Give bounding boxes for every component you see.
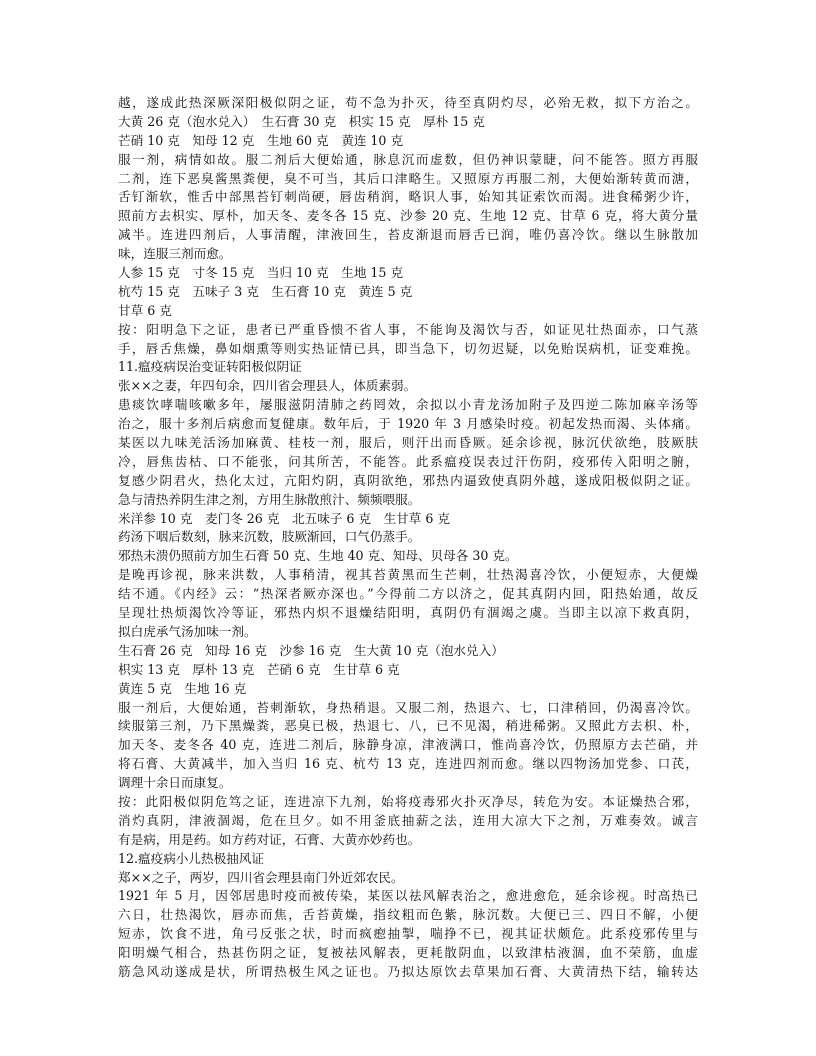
text-line: 按：阳明急下之证，患者已严重昏愦不省人事，不能询及渴饮与否，如证见壮热面赤，口气蒸 bbox=[118, 321, 698, 337]
prescription-line: 黄连 5 克 生地 16 克 bbox=[118, 680, 247, 696]
text-line: 某医以九味羌活汤加麻黄、桂枝一剂，服后，则汗出而昏厥。延余诊视，脉沉伏欲绝，肢厥肤 bbox=[118, 435, 698, 451]
prescription-line: 枳实 13 克 厚朴 13 克 芒硝 6 克 生甘草 6 克 bbox=[118, 661, 400, 677]
text-line: 六日，壮热渴饮，唇赤而焦，舌苔黄燥，指纹粗而色紫，脉沉数。大便已三、四日不解，小便 bbox=[118, 907, 698, 923]
text-line: 1921 年 5 月，因邻居患时疫而被传染，某医以祛风解表治之，愈进愈危，延余诊视。时高热已 bbox=[118, 888, 698, 904]
text-line: 有是病，用是药。如方药对证，石膏、大黄亦妙药也。 bbox=[118, 831, 421, 847]
prescription-line: 生石膏 26 克 知母 16 克 沙参 16 克 生大黄 10 克（泡水兑入） bbox=[118, 642, 504, 658]
text-line: 舌钉渐软，惟舌中部黑苔钉刺尚硬，唇齿稍润，略识人事，始知其证索饮而渴。进食稀粥少许， bbox=[118, 189, 698, 205]
text-line: 调理十余日而康复。 bbox=[118, 775, 232, 791]
text-line: 照前方去枳实、厚朴，加天冬、麦冬各 15 克、沙参 20 克、生地 12 克、甘草 6 克，将大黄分量 bbox=[118, 208, 698, 224]
prescription-line: 米洋参 10 克 麦门冬 26 克 北五味子 6 克 生甘草 6 克 bbox=[118, 510, 450, 526]
document-page bbox=[118, 94, 698, 982]
text-line: 结不通。《内经》云：“热深者厥亦深也。”今得前二方以济之，促其真阴内回，阳热始通，故反 bbox=[118, 586, 698, 602]
prescription-line: 人参 15 克 寸冬 15 克 当归 10 克 生地 15 克 bbox=[118, 265, 404, 281]
text-line: 筋急风动遂成是状，所谓热极生风之证也。乃拟达原饮去草果加石膏、大黄清热下结，输转达 bbox=[118, 963, 698, 979]
prescription-line: 甘草 6 克 bbox=[118, 302, 172, 318]
section-heading: 12.瘟疫病小儿热极抽风证 bbox=[118, 850, 264, 866]
text-line: 消灼真阴，津液涸竭，危在旦夕。如不用釜底抽薪之法，连用大凉大下之剂，万难奏效。诚言 bbox=[118, 812, 698, 828]
text-line: 二剂，连下恶臭酱黑粪便，臭不可当，其后口津略生。又照原方再服二剂，大便始渐转黄而溏， bbox=[118, 170, 698, 186]
text-line: 张××之妻，年四旬余，四川省会理县人，体质素弱。 bbox=[118, 378, 417, 394]
text-line: 冷，唇焦齿枯、口不能张，问其所苦，不能答。此系瘟疫误表过汗伤阴，疫邪传入阳明之腑， bbox=[118, 453, 698, 469]
text-line: 按：此阳极似阴危笃之证，连进凉下九剂，始将疫毒邪火扑灭净尽，转危为安。本证燥热合邪， bbox=[118, 793, 698, 809]
prescription-line: 杭芍 15 克 五味子 3 克 生石膏 10 克 黄连 5 克 bbox=[118, 283, 413, 299]
text-line: 续服第三剂，乃下黑燥粪，恶臭已极，热退七、八，已不见渴，稍进稀粥。又照此方去枳、朴， bbox=[118, 718, 698, 734]
text-line: 手，唇舌焦燥，鼻如烟熏等则实热证情已具，即当急下，切勿迟疑，以免贻误病机，证变难挽。 bbox=[118, 340, 698, 356]
text-line: 味，连服三剂而愈。 bbox=[118, 246, 232, 262]
text-line: 短赤，饮食不进，角弓反张之状，时而疯瘛抽掣，喘挣不已，视其证状颇危。此系疫邪传里与 bbox=[118, 926, 698, 942]
text-line: 加天冬、麦冬各 40 克，连进二剂后，脉静身凉，津液满口，惟尚喜冷饮，仍照原方去芒硝，并 bbox=[118, 737, 698, 753]
prescription-line: 芒硝 10 克 知母 12 克 生地 60 克 黄连 10 克 bbox=[118, 132, 404, 148]
text-line: 将石膏、大黄减半，加入当归 16 克、杭芍 13 克，连进四剂而愈。继以四物汤加党参、口芪， bbox=[118, 756, 698, 772]
text-line: 急与清热养阴生津之剂，方用生脉散煎汁、频频喂服。 bbox=[118, 491, 421, 507]
text-line: 邪热未溃仍照前方加生石膏 50 克、生地 40 克、知母、贝母各 30 克。 bbox=[118, 548, 518, 564]
text-line: 越，遂成此热深厥深阳极似阴之证，苟不急为扑灭，待至真阴灼尽，必殆无救，拟下方治之。 bbox=[118, 95, 698, 110]
text-line: 阳明燥气相合，热甚伤阴之证，复被祛风解表，更耗散阴血，以致津枯液涸，血不荣筋，血虚 bbox=[118, 945, 698, 961]
prescription-line: 大黄 26 克（泡水兑入） 生石膏 30 克 枳实 15 克 厚朴 15 克 bbox=[118, 113, 485, 129]
text-line: 服一剂，病情如故。服二剂后大便始通，脉息沉而虚数，但仍神识蒙睫，问不能答。照方再服 bbox=[118, 151, 698, 167]
text-line: 复感少阴君火，热化太过，亢阳灼阴，真阴欲绝，邪热内逼致使真阴外越，遂成阳极似阴之证。 bbox=[118, 472, 698, 488]
text-line: 药汤下咽后数刻，脉来沉数，肢厥渐回，口气仍蒸手。 bbox=[118, 529, 421, 545]
text-line: 拟白虎承气汤加味一剂。 bbox=[118, 623, 257, 639]
text-line: 患痰饮哮喘咳嗽多年，屡服滋阴清肺之药罔效，余拟以小青龙汤加附子及四逆二陈加麻辛汤等 bbox=[118, 397, 698, 413]
text-line: 郑××之子，两岁，四川省会理县南门外近郊农民。 bbox=[118, 869, 404, 885]
text-line: 治之，服十多剂后病愈而复健康。数年后，于 1920 年 3 月感染时疫。初起发热而渴、头体痛。 bbox=[118, 416, 698, 432]
text-line: 减半。连进四剂后，人事清醒，津液回生，苔皮渐退而唇舌已润，唯仍喜冷饮。继以生脉散加 bbox=[118, 227, 698, 243]
text-line: 服一剂后，大便始通，苔刺渐软，身热稍退。又服二剂，热退六、七，口津稍回，仍渴喜冷饮。 bbox=[118, 699, 698, 715]
section-heading: 11.瘟疫病误治变证转阳极似阴证 bbox=[118, 359, 302, 375]
text-line: 呈现壮热烦渴饮冷等证，邪热内炽不退燥结阳明，真阴仍有涸竭之虞。当即主以凉下救真阴， bbox=[118, 605, 698, 621]
text-line: 是晚再诊视，脉来洪数，人事稍清，视其苔黄黑而生芒刺，壮热渴喜冷饮，小便短赤，大便燥 bbox=[118, 567, 698, 583]
